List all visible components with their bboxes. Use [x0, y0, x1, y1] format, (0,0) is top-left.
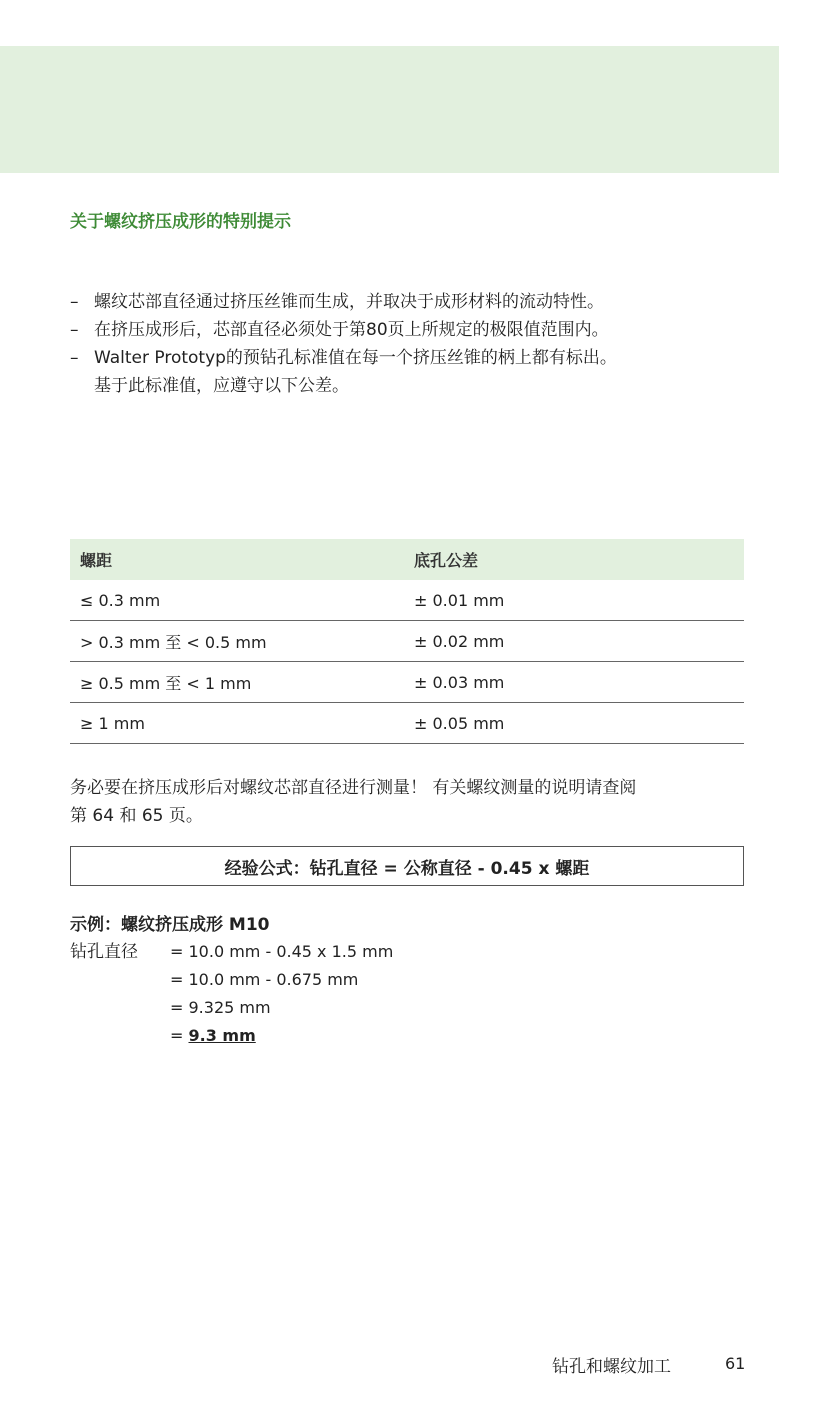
- list-item-continuation: [70, 372, 617, 400]
- note-line: 第 64 和 65 页。: [70, 806, 203, 826]
- cell: ± 0.03 mm: [414, 672, 505, 692]
- header-pitch: 螺距: [80, 551, 113, 570]
- page-number: 61: [725, 1354, 746, 1373]
- example-title: 示例：螺纹挤压成形 M10: [70, 915, 270, 935]
- bullet-list: [70, 288, 617, 400]
- calc-line: = 9.325 mm: [170, 998, 271, 1017]
- cell: ± 0.05 mm: [414, 713, 505, 733]
- list-item-text: 在挤压成形后，芯部直径必须处于第80页上所规定的极限值范围内。: [94, 320, 609, 340]
- calc-line: =: [170, 1026, 189, 1045]
- footer-chapter: 钻孔和螺纹加工: [552, 1357, 671, 1377]
- note-line: 务必要在挤压成形后对螺纹芯部直径进行测量！ 有关螺纹测量的说明请查阅: [70, 778, 637, 798]
- list-item-text: 螺纹芯部直径通过挤压丝锥而生成，并取决于成形材料的流动特性。: [94, 292, 604, 312]
- cell: ± 0.02 mm: [414, 631, 505, 651]
- tolerance-table: [70, 539, 744, 744]
- list-item: – 在挤压成形后，芯部直径必须处于第80页上所规定的极限值范围内。: [70, 316, 617, 344]
- calc-line: = 10.0 mm - 0.675 mm: [170, 970, 359, 989]
- list-item-text: Walter Prototyp的预钻孔标准值在每一个挤压丝锥的柄上都有标出。: [94, 348, 617, 368]
- cell: ≥ 1 mm: [80, 713, 145, 733]
- cell: > 0.3 mm 至 < 0.5 mm: [80, 632, 267, 652]
- cell: ≤ 0.3 mm: [80, 590, 161, 610]
- cell: ≥ 0.5 mm 至 < 1 mm: [80, 673, 252, 693]
- list-item: – 螺纹芯部直径通过挤压丝锥而生成，并取决于成形材料的流动特性。: [70, 288, 617, 316]
- table-row: [70, 621, 744, 662]
- header-banner: [0, 46, 779, 173]
- header-tolerance: 底孔公差: [414, 551, 479, 570]
- table-header: [70, 539, 744, 580]
- list-item: – Walter Prototyp的预钻孔标准值在每一个挤压丝锥的柄上都有标出。: [70, 344, 617, 372]
- table-row: [70, 662, 744, 703]
- cell: ± 0.01 mm: [414, 590, 505, 610]
- list-item-text: 基于此标准值，应遵守以下公差。: [94, 376, 349, 396]
- formula-box: 经验公式：钻孔直径 = 公称直径 - 0.45 x 螺距: [70, 846, 744, 886]
- table-row: [70, 580, 744, 621]
- calculation: [70, 938, 393, 1050]
- calc-label: 钻孔直径: [70, 942, 138, 962]
- calc-result: 9.3 mm: [188, 1026, 256, 1045]
- table-row: [70, 703, 744, 744]
- section-title: 关于螺纹挤压成形的特别提示: [70, 212, 291, 232]
- measurement-note: [70, 774, 750, 830]
- calc-line: = 10.0 mm - 0.45 x 1.5 mm: [170, 942, 394, 961]
